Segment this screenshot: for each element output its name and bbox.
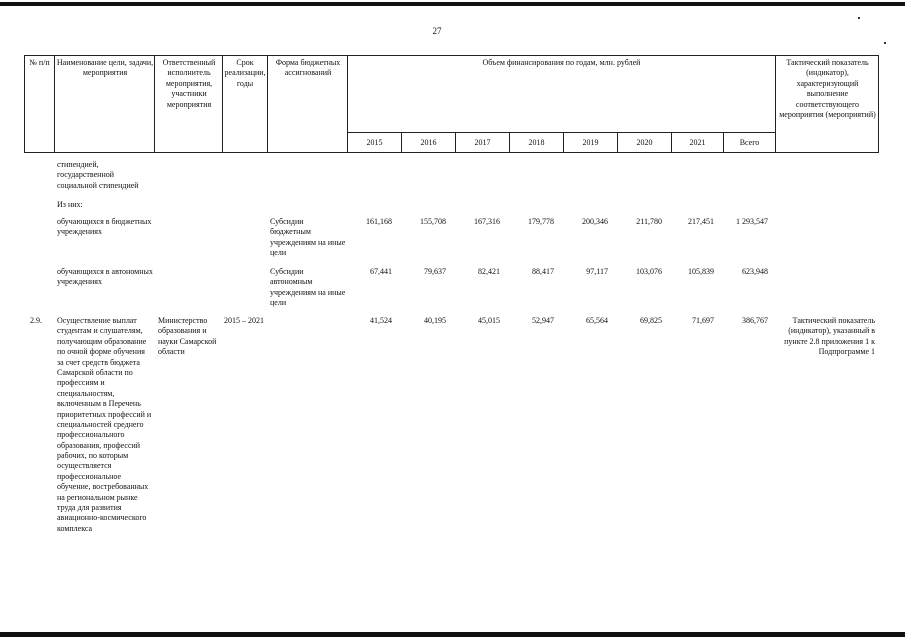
year-header: 2021 [689, 138, 706, 147]
value-cell: 155,708 [420, 217, 446, 226]
value-cell: 217,451 [688, 217, 714, 226]
header-num: № п/п [29, 58, 50, 67]
value-cell: 211,780 [636, 217, 662, 226]
header-responsible: Ответственный исполнитель мероприятия, участники мероприятия [162, 58, 216, 109]
value-cell: 52,947 [532, 316, 554, 325]
value-cell: 41,524 [370, 316, 392, 325]
year-header: 2017 [474, 138, 491, 147]
row-29-number: 2.9. [30, 316, 42, 325]
year-header: 2018 [528, 138, 545, 147]
row-29-responsible: Министерство образования и науки Самарской области [158, 316, 217, 357]
value-cell: 71,697 [692, 316, 714, 325]
row-budget-name: обучающихся в бюджетных учреждениях [57, 217, 152, 237]
value-cell: 69,825 [640, 316, 662, 325]
value-total: 386,767 [742, 316, 768, 325]
value-cell: 105,839 [688, 267, 714, 276]
bottom-rule [0, 632, 905, 637]
value-cell: 179,778 [528, 217, 554, 226]
value-cell: 167,316 [474, 217, 500, 226]
value-cell: 40,195 [424, 316, 446, 325]
page-number: 27 [432, 26, 442, 36]
value-cell: 88,417 [532, 267, 554, 276]
value-total: 1 293,547 [736, 217, 768, 226]
header-name: Наименование цели, задачи, мероприятия [56, 58, 154, 78]
value-cell: 45,015 [478, 316, 500, 325]
year-header: Всего [739, 138, 760, 147]
value-cell: 161,168 [366, 217, 392, 226]
value-cell: 67,441 [370, 267, 392, 276]
value-cell: 65,564 [586, 316, 608, 325]
value-cell: 103,076 [636, 267, 662, 276]
header-budget-form: Форма бюджетных ассигнований [275, 58, 341, 78]
value-cell: 79,637 [424, 267, 446, 276]
value-cell: 200,346 [582, 217, 608, 226]
of-them-label: Из них: [57, 200, 83, 209]
row-29-indicator: Тактический показатель (индикатор), указанный в пункте 2.8 приложения 1 к Подпрограмме 1 [784, 316, 875, 357]
value-cell: 82,421 [478, 267, 500, 276]
row-29-term: 2015 – 2021 [224, 316, 264, 325]
row-autonomous-form: Субсидии автономным учреждениям на иные цели [270, 267, 346, 308]
continuation-text: стипендией, государственной социальной стипендией [57, 160, 139, 190]
year-header: 2020 [636, 138, 653, 147]
year-header: 2016 [420, 138, 437, 147]
header-funding: Объем финансирования по годам, млн. рублей [482, 58, 641, 67]
value-cell: 97,117 [586, 267, 608, 276]
row-autonomous-name: обучающихся в автономных учреждениях [57, 267, 153, 287]
year-header: 2019 [582, 138, 599, 147]
year-header: 2015 [366, 138, 383, 147]
row-29-name: Осуществление выплат студентам и слушателям, получающим образование по очной форме обучения за счет средств бюджета Самарской области по профессиям и специальностям, включенным в Перечень приоритетных профессий и специальностей среднего профессионального образования, профессий рабочих, по которым осуществляется профессиональное обучение, востребованных на региональном рынке труда для развития авиационно-космического комплекса [57, 316, 152, 533]
value-total: 623,948 [742, 267, 768, 276]
row-budget-form: Субсидии бюджетным учреждениям на иные цели [270, 217, 346, 258]
header-indicator: Тактический показатель (индикатор), характеризующий выполнение соответствующего мероприятия (мероприятий) [779, 58, 876, 119]
header-term: Срок реализации, годы [224, 58, 266, 88]
